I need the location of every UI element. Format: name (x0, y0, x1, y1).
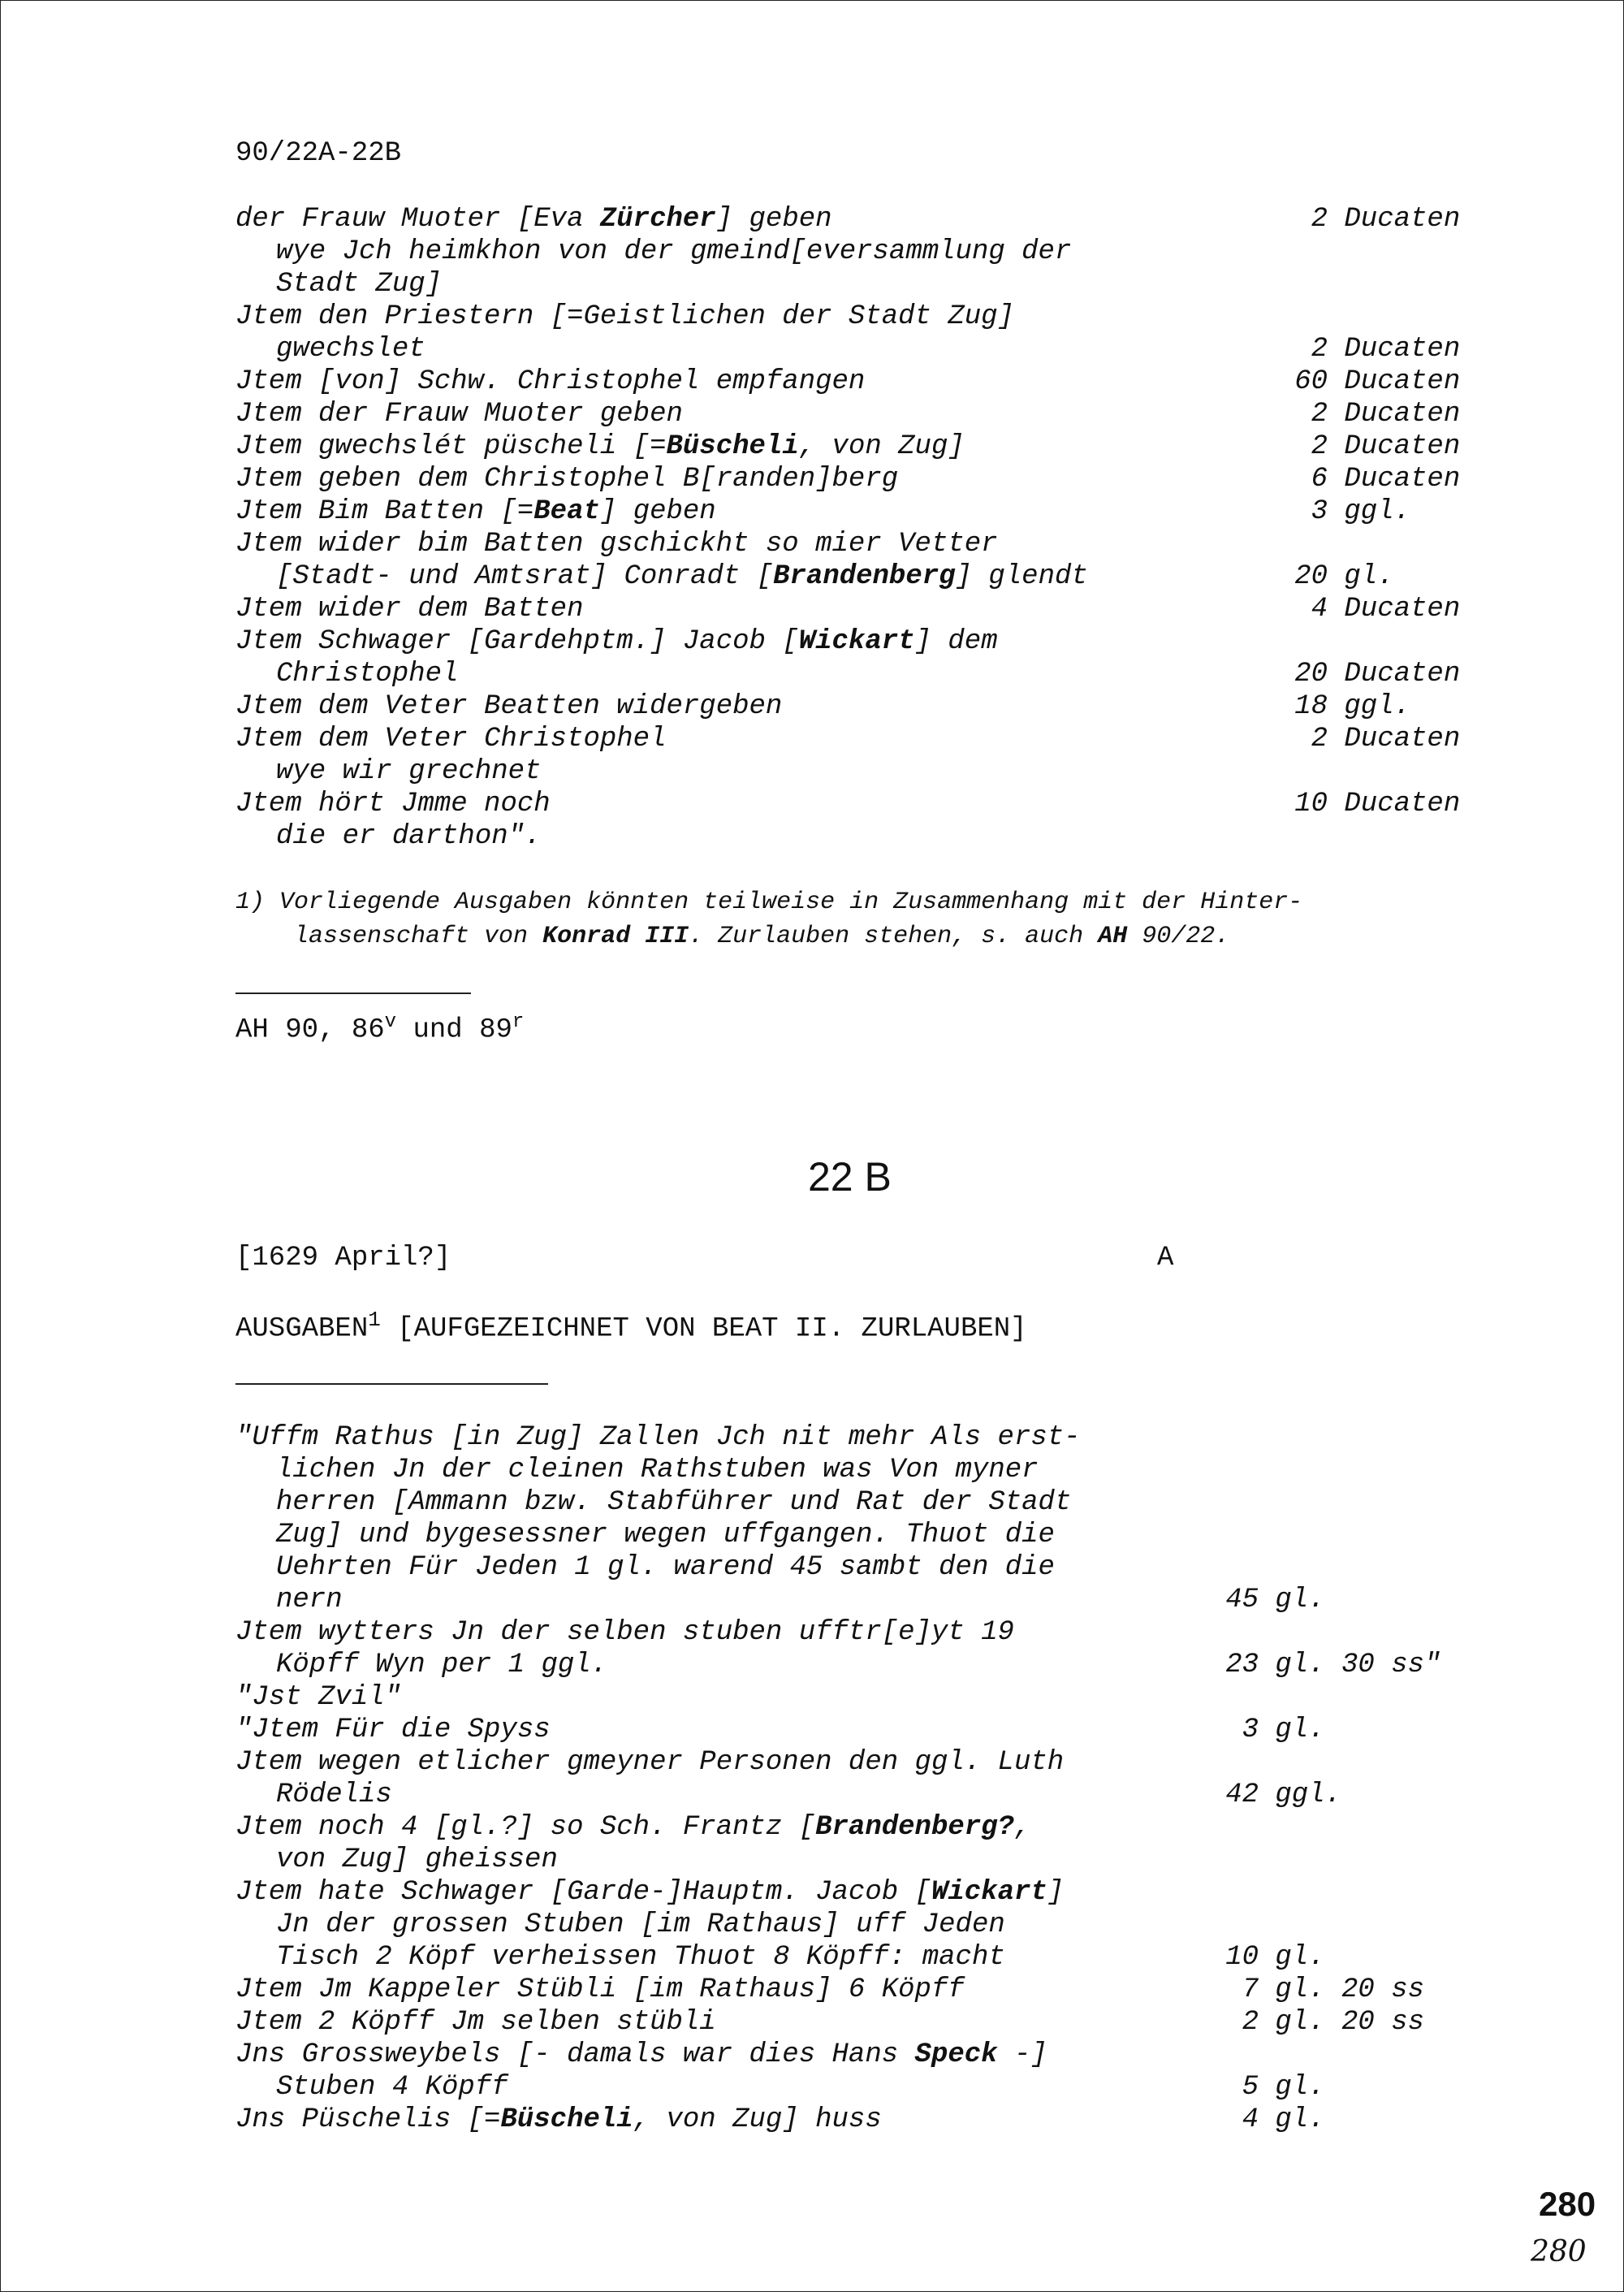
ledger-row: Jtem wider dem Batten 4 Ducaten (235, 594, 1461, 625)
ledger-row: Christophel 20 Ducaten (276, 659, 1461, 690)
ledger-row: Jtem der Frauw Muoter geben 2 Ducaten (235, 399, 1461, 430)
ledger-row: Tisch 2 Köpf verheissen Thuot 8 Köpff: macht 10 gl. (276, 1942, 1325, 1973)
footnote-divider (235, 992, 471, 994)
page-reference: 90/22A-22B (235, 138, 402, 169)
ledger-row: Rödelis 42 ggl. (276, 1780, 1342, 1810)
ledger-row: nern 45 gl. (276, 1585, 1325, 1615)
ledger-ausgaben: "Uffm Rathus [in Zug] Zallen Jch nit mehr Als erst- lichen Jn der cleinen Rathstuben was Von myner herren [Ammann bzw. Stabführer und Rat der Stadt Zug] und bygesessner wegen uffgangen. Thuot die Uehrten Für Jeden 1 gl. warend 45 sambt den die nern 45 gl. Jtem wytters Jn der selben stuben ufftr[e]yt 19 Köpff Wyn per 1 ggl. 23 gl. 30 ss" "Jst Zvil" "Jtem Für die Spyss 3 gl. Jtem wegen etlicher gmeyner Personen den ggl. Luth Rödelis 42 ggl. Jtem noch 4 [gl.?] so Sch. Frantz [Brandenberg?, von Zug] gheissen Jtem hate Schwager [Garde-]Hauptm. Jacob [Wickart] Jn der grossen Stuben [im Rathaus] uff Jeden Tisch 2 Köpf verheissen Thuot 8 Köpff: macht 10 gl. Jtem Jm Kappeler Stübli [im Rathaus] 6 Köpff 7 gl. 20 ss Jtem 2 Köpff Jm selben stübli 2 gl. 20 ss Jns Grossweybels [- damals war dies Hans Speck -] Stuben 4 Köpff 5 gl. Jns Püschelis [=Büscheli, von Zug] huss 4 gl. (235, 1421, 1470, 2136)
ledger-row: Jtem Jm Kappeler Stübli [im Rathaus] 6 Köpff 7 gl. 20 ss (235, 1974, 1425, 2005)
ledger-row: Stuben 4 Köpff 5 gl. (276, 2072, 1325, 2103)
page-number-stamp: 280 (1539, 2185, 1596, 2223)
page-number-handwritten: 280 (1531, 2235, 1587, 2268)
ledger-row: Jns Püschelis [=Büscheli, von Zug] huss 4 gl. (235, 2104, 1325, 2135)
ledger-row: "Jtem Für die Spyss 3 gl. (235, 1715, 1325, 1745)
document-number: 22 B (808, 1154, 892, 1200)
document-date: [1629 April?] (235, 1243, 451, 1274)
document-heading: AUSGABEN$^1$ [AUFGEZEICHNET VON BEAT II. ZURLAUBEN] (235, 1308, 1027, 1345)
source-reference: AH 90, 86$^v$ und 89$^r$ (235, 1011, 525, 1046)
ledger-row: gwechslet 2 Ducaten (276, 334, 1461, 365)
heading-divider (235, 1383, 548, 1385)
ledger-row: Jtem Bim Batten [=Beat] geben 3 ggl. (235, 496, 1411, 527)
ledger-row: Jtem dem Veter Beatten widergeben 18 ggl. (235, 691, 1411, 722)
ledger-continuation: der Frauw Muoter [Eva Zürcher] geben 2 Ducaten wye Jch heimkhon von der gmeind[eversammlung der Stadt Zug] Jtem den Priestern [=Geistlichen der Stadt Zug] gwechslet 2 Ducaten Jtem [von] Schw. Christophel empfangen 60 Ducaten Jtem der Frauw Muoter geben 2 Ducaten Jtem gwechslét püscheli [=Büscheli, von Zug] 2 Ducaten Jtem geben dem Christophel B[randen]berg 6 Ducaten Jtem Bim Batten [=Beat] geben 3 ggl. Jtem wider bim Batten gschickht so mier Vetter [Stadt- und Amtsrat] Conradt [Brandenberg] glendt 20 gl. Jtem wider dem Batten 4 Ducaten Jtem Schwager [Gardehptm.] Jacob [Wickart] dem Christophel 20 Ducaten Jtem dem Veter Beatten widergeben 18 ggl. Jtem dem Veter Christophel 2 Ducaten wye wir grechnet Jtem hört Jmme noch 10 Ducaten die er darthon". (235, 203, 1470, 853)
ledger-row: Köpff Wyn per 1 ggl. 23 gl. 30 ss" (276, 1650, 1441, 1680)
footnote: 1) Vorliegende Ausgaben könnten teilweise in Zusammenhang mit der Hinter- lassenschaft von Konrad III. Zurlauben stehen, s. auch AH 90/22. (235, 889, 1303, 950)
ledger-row: Jtem 2 Köpff Jm selben stübli 2 gl. 20 ss (235, 2007, 1425, 2038)
ledger-row: der Frauw Muoter [Eva Zürcher] geben 2 Ducaten (235, 204, 1461, 235)
section-marker: A (1157, 1243, 1174, 1274)
ledger-row: [Stadt- und Amtsrat] Conradt [Brandenberg] glendt 20 gl. (276, 561, 1394, 592)
ledger-row: Jtem geben dem Christophel B[randen]berg 6 Ducaten (235, 464, 1461, 495)
ledger-row: Jtem [von] Schw. Christophel empfangen 60 Ducaten (235, 366, 1461, 397)
ledger-row: Jtem gwechslét püscheli [=Büscheli, von Zug] 2 Ducaten (235, 431, 1461, 462)
ledger-row: Jtem hört Jmme noch 10 Ducaten (235, 789, 1461, 819)
ledger-row: Jtem dem Veter Christophel 2 Ducaten (235, 724, 1461, 755)
